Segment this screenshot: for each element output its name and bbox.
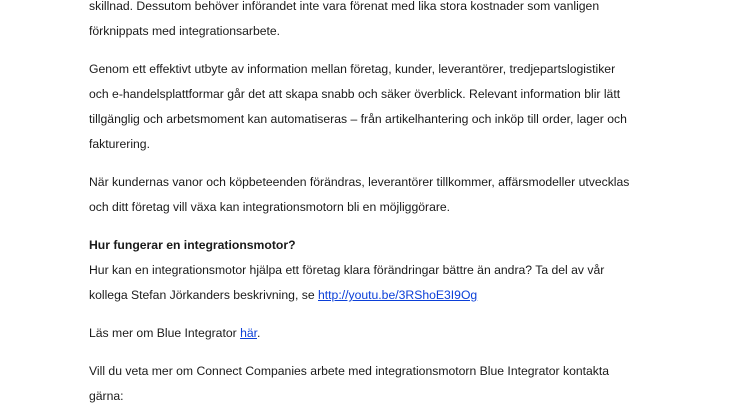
contact-line1: Vill du veta mer om Connect Companies arbete med integrationsmotorn Blue Integrator kontakta xyxy=(89,364,610,378)
section-line2 xyxy=(89,287,477,303)
section-heading: Hur fungerar en integrationsmotor? xyxy=(89,238,296,252)
section-line2-text: kollega Stefan Jörkanders beskrivning, se xyxy=(89,288,318,302)
readmore-link[interactable]: här xyxy=(240,326,258,340)
section-line1: Hur kan en integrationsmotor hjälpa ett företag klara förändringar bättre än andra? Ta del av vår xyxy=(89,263,605,277)
para3-line1: När kundernas vanor och köpbeteenden förändras, leverantörer tillkommer, affärsmodeller utvecklas xyxy=(89,175,630,189)
para2-line1: Genom ett effektivt utbyte av information mellan företag, kunder, leverantörer, tredjepartslogistiker xyxy=(89,62,616,76)
contact-line2: gärna: xyxy=(89,389,124,403)
para1-line1: skillnad. Dessutom behöver införandet inte vara förenat med lika stora kostnader som vanligen xyxy=(89,0,600,13)
para3-line2: och ditt företag vill växa kan integrationsmotorn bli en möjliggörare. xyxy=(89,200,451,214)
youtube-link[interactable]: http://youtu.be/3RShoE3I9Og xyxy=(317,288,478,302)
para2-line3: tillgänglig och arbetsmoment kan automatiseras – från artikelhantering och inköp till order, lager och xyxy=(89,112,627,126)
para1-line2: förknippats med integrationsarbete. xyxy=(89,24,281,38)
para2-line2: och e-handelsplattformar går det att skapa snabb och säker överblick. Relevant information blir lätt xyxy=(89,87,621,101)
para2-line4: fakturering. xyxy=(89,137,150,151)
readmore-text: Läs mer om Blue Integrator xyxy=(89,326,241,340)
readmore-suffix: . xyxy=(257,326,261,340)
readmore-line xyxy=(89,325,260,341)
